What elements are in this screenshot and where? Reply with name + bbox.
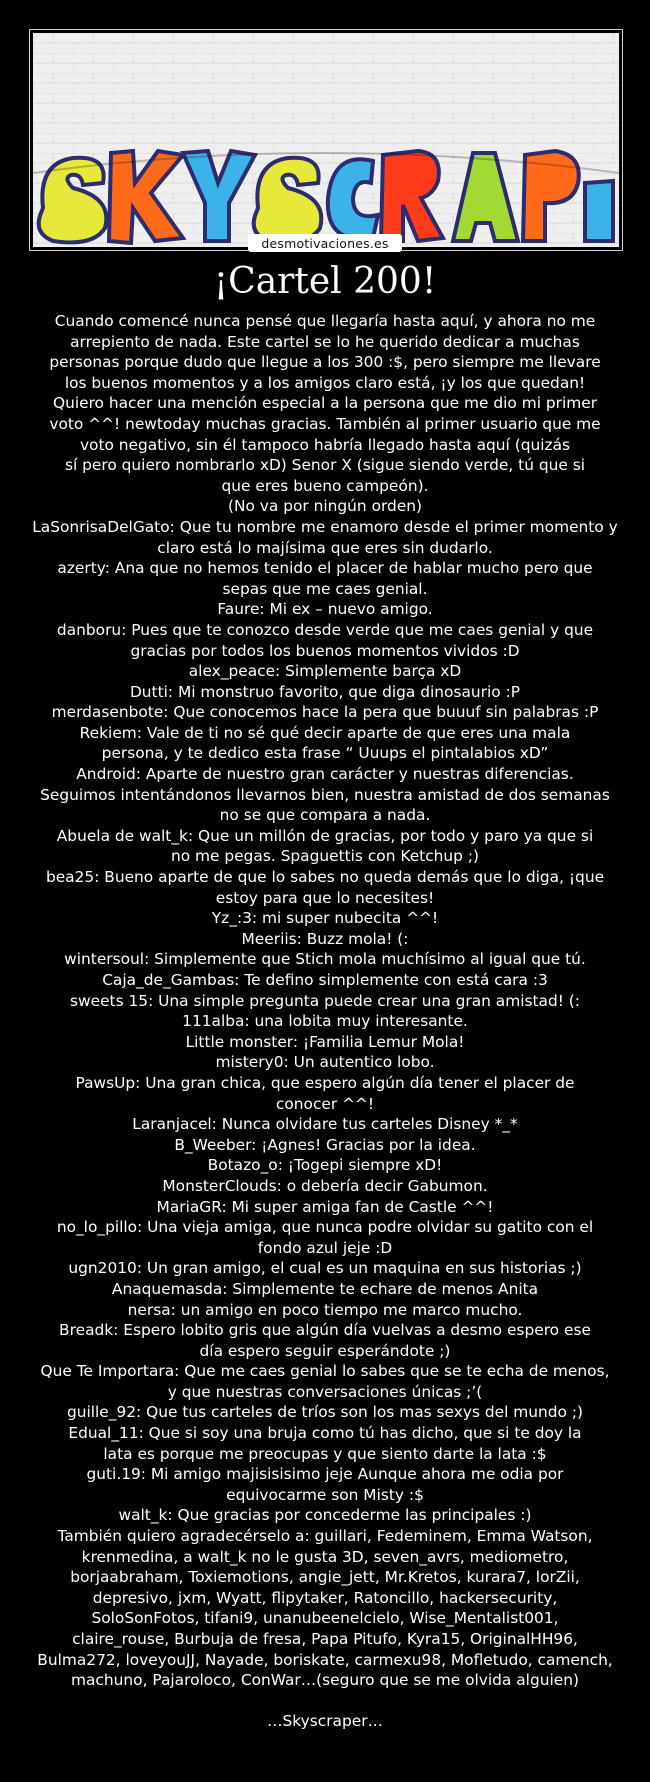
poster-text-line: Breadk: Espero lobito gris que algún día vuelvas a desmo espero ese [59,1321,591,1340]
poster-text-line: voto ^^! newtoday muchas gracias. También al primer usuario que me [49,414,601,433]
poster-text-line: y que nuestras conversaciones únicas ;’( [167,1382,483,1401]
poster-text-line: …Skyscraper… [267,1712,383,1731]
poster-text-line: persona, y te dedico esta frase “ Uuups el pintalabios xD” [101,744,549,763]
poster-text-line: guille_92: Que tus carteles de tríos son los mas sexys del mundo ;) [66,1403,584,1422]
poster-text-line: arrepiento de nada. Este cartel se lo he querido dedicar a muchas [70,332,580,351]
poster-text-line: depresivo, jxm, Wyatt, flipytaker, Ratoncillo, hackersecurity, [92,1588,558,1607]
poster-text-line: walt_k: Que gracias por concederme las principales :) [118,1506,532,1525]
poster-text-line: krenmedina, a walt_k no le gusta 3D, seven_avrs, mediometro, [81,1547,569,1566]
poster-text-line: MonsterClouds: o debería decir Gabumon. [162,1176,488,1195]
poster-text-line: alex_peace: Simplemente barça xD [188,662,462,681]
graffiti-art [33,33,619,247]
poster-text-line: Quiero hacer una mención especial a la persona que me dio mi primer [52,394,598,413]
poster-text-line: lata es porque me preocupas y que siento darte la lata :$ [103,1444,547,1463]
poster-text-line: Laranjacel: Nunca olvidare tus carteles Disney *_* [132,1115,518,1134]
poster-text-line: Rekiem: Vale de ti no sé qué decir aparte de que eres una mala [79,723,571,742]
poster-text-line: fondo azul jeje :D [257,1238,393,1257]
poster-text-line [26,1691,624,1712]
poster-text-line: no_lo_pillo: Una vieja amiga, que nunca podre olvidar su gatito con el [56,1218,594,1237]
poster-text-line: día espero seguir esperándote ;) [199,1341,451,1360]
poster-text-line: sepas que me caes genial. [222,579,428,598]
poster-text-line: gracias por todos los buenos momentos vividos :D [130,641,520,660]
poster-text-line: Seguimos intentándonos llevarnos bien, nuestra amistad de dos semanas [40,785,610,804]
poster-text-line: (No va por ningún orden) [227,497,423,516]
poster-text-line: equivocarme son Misty :$ [226,1485,424,1504]
poster-title: ¡Cartel 200! [213,261,437,302]
poster-text-line: claro está lo majísima que eres sin dudarlo. [157,538,493,557]
poster-text-line: Bulma272, loveyouJJ, Nayade, boriskate, carmexu98, Mofletudo, camench, [37,1650,613,1669]
poster-text-line: guti.19: Mi amigo majisisisimo jeje Aunque ahora me odia por [86,1465,564,1484]
poster-text-line: Meeriis: Buzz mola! (: [241,929,409,948]
poster-text-line: azerty: Ana que no hemos tenido el placer de hablar mucho pero que [57,559,593,578]
poster-text-line: Cuando comencé nunca pensé que llegaría hasta aquí, y ahora no me [54,312,596,330]
watermark-logo: desmotivaciones.es [248,234,402,252]
poster-text-line: También quiero agradecérselo a: guillari, Fedeminem, Emma Watson, [57,1527,593,1546]
poster-text-line: sí pero quiero nombrarlo xD) Senor X (sigue siendo verde, tú que si [64,456,586,475]
graffiti-image [33,33,619,247]
poster-text-line: sweets 15: Una simple pregunta puede crear una gran amistad! (: [70,991,580,1010]
image-frame [29,29,623,251]
poster-text-line: no se que compara a nada. [219,806,431,825]
poster-text-line: B_Weeber: ¡Agnes! Gracias por la idea. [174,1135,476,1154]
poster-text-line: Android: Aparte de nuestro gran carácter y nuestras diferencias. [76,765,574,784]
poster-text-line: LaSonrisaDelGato: Que tu nombre me enamoro desde el primer momento y [32,517,618,536]
poster-text-line: MariaGR: Mi super amiga fan de Castle ^^! [156,1197,494,1216]
poster-text-line: no me pegas. Spaguettis con Ketchup ;) [170,847,480,866]
poster-text-line: Little monster: ¡Familia Lemur Mola! [185,1032,465,1051]
poster-text-line: danboru: Pues que te conozco desde verde que me caes genial y que [56,620,594,639]
poster-text-line: Botazo_o: ¡Togepi siempre xD! [207,1156,443,1175]
poster-text-line: personas porque dudo que llegue a los 300 :$, pero siempre me llevare [49,353,601,372]
poster-text-line: Dutti: Mi monstruo favorito, que diga dinosaurio :P [129,682,521,701]
poster-text-line: borjaabraham, Toxiemotions, angie_jett, Mr.Kretos, kurara7, lorZii, [70,1568,580,1587]
poster-text-line: Que Te Importara: Que me caes genial lo sabes que se te echa de menos, [40,1362,610,1381]
poster-text-line: 111alba: una lobita muy interesante. [182,1012,468,1031]
poster-text-line: wintersoul: Simplemente que Stich mola muchísimo al igual que tú. [64,950,586,969]
poster-text-line: voto negativo, sin él tampoco habría llegado hasta aquí (quizás [79,435,571,454]
poster-text-line: Faure: Mi ex – nuevo amigo. [217,600,433,619]
poster-text-line: Abuela de walt_k: Que un millón de gracias, por todo y paro ya que si [56,826,594,845]
poster-text-line: los buenos momentos y a los amigos claro está, ¡y los que quedan! [64,373,586,392]
poster-text-line: ugn2010: Un gran amigo, el cual es un maquina en sus historias ;) [68,1259,582,1278]
poster-text-line: claire_rouse, Burbuja de fresa, Papa Pitufo, Kyra15, OriginalHH96, [72,1630,578,1648]
poster-text-line: Yz_:3: mi super nubecita ^^! [211,909,439,928]
poster-text-line: Caja_de_Gambas: Te defino simplemente con está cara :3 [102,971,548,989]
poster-text-line: conocer ^^! [275,1094,375,1113]
poster-text-line: bea25: Bueno aparte de que lo sabes no queda demás que lo diga, ¡que [45,868,605,887]
poster-body [26,311,624,1732]
poster-text-line: merdasenbote: Que conocemos hace la pera que buuuf sin palabras :P [51,703,599,722]
poster-text-line: machuno, Pajaroloco, ConWar…(seguro que se me olvida alguien) [71,1671,579,1690]
poster-text-line: mistery0: Un autentico lobo. [215,1053,435,1072]
poster-text-line: estoy para que lo necesites! [215,888,435,907]
poster-text-line: Anaquemasda: Simplemente te echare de menos Anita [111,1279,539,1298]
poster-text-line: que eres bueno campeón). [221,476,429,495]
poster-text-line: nersa: un amigo en poco tiempo me marco mucho. [127,1300,523,1319]
poster-text-line: Edual_11: Que si soy una bruja como tú has dicho, que si te doy la [68,1424,582,1443]
poster-text-line: PawsUp: Una gran chica, que espero algún día tener el placer de [75,1073,575,1092]
poster-text-line: SoloSonFotos, tifani9, unanubeenelcielo, Wise_Mentalist001, [91,1609,559,1628]
